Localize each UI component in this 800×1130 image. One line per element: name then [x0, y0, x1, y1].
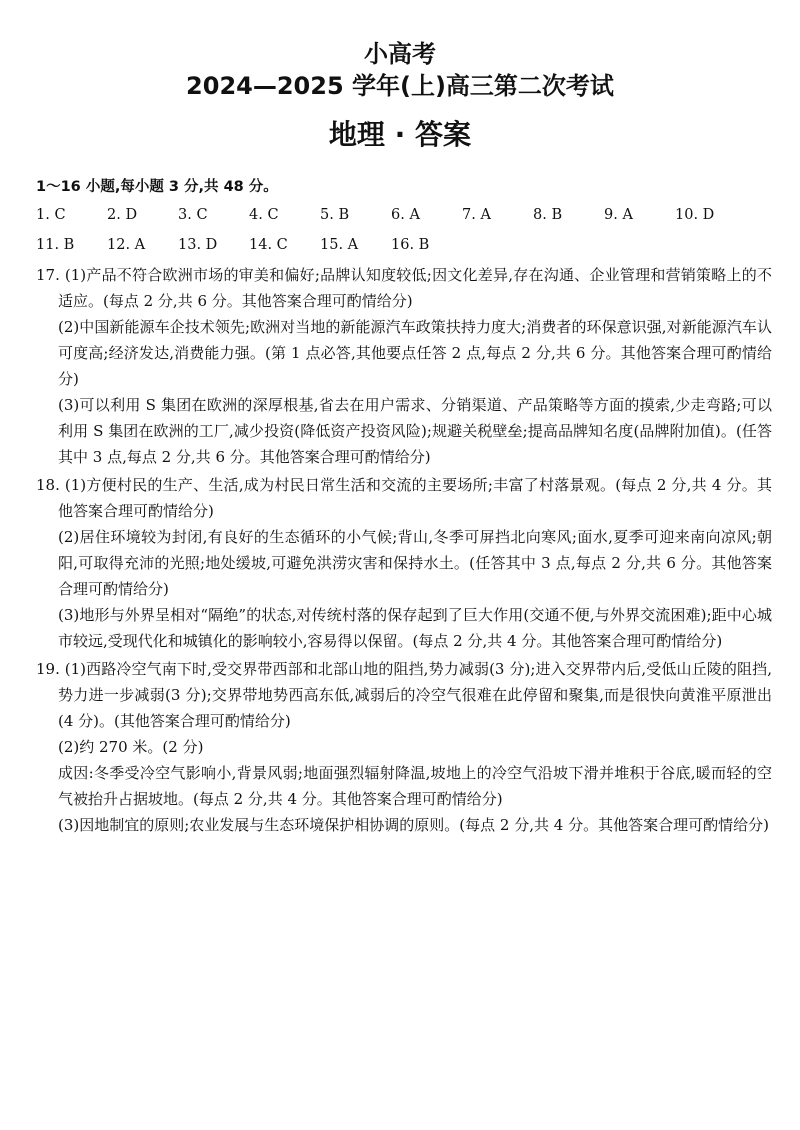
q17-part-3: (3)可以利用 S 集团在欧洲的深厚根基,省去在用户需求、分销渠道、产品策略等方面的摸索,少走弯路;可以利用 S 集团在欧洲的工厂,减少投资(降低资产投资风险);规避关税壁垒;提高品牌知名度(品牌附加值)。(任答其中 3 点,每点 2 分,共 6 分。其他答案合理可酌情给分) — [58, 396, 772, 466]
choice-answer: 15. A — [320, 237, 359, 253]
organization-title: 小高考 — [364, 40, 436, 68]
choice-answers-row-2 — [36, 230, 772, 260]
q19-part-3: (3)因地制宜的原则;农业发展与生态环境保护相协调的原则。(每点 2 分,共 4 分。其他答案合理可酌情给分) — [58, 816, 769, 834]
question-17 — [36, 262, 772, 470]
q19-part-2-cause: 成因:冬季受冷空气影响小,背景风弱;地面强烈辐射降温,坡地上的冷空气沿坡下滑并堆积于谷底,暖而轻的空气被抬升占据坡地。(每点 2 分,共 4 分。其他答案合理可酌情给分) — [58, 764, 772, 808]
q18-part-1: 18. (1)方便村民的生产、生活,成为村民日常生活和交流的主要场所;丰富了村落景观。(每点 2 分,共 4 分。其他答案合理可酌情给分) — [36, 476, 772, 520]
choice-answer: 1. C — [36, 207, 66, 223]
choice-answer: 3. C — [178, 207, 208, 223]
choice-answer: 13. D — [178, 237, 218, 253]
choice-answer: 5. B — [320, 207, 350, 223]
q19-part-2: (2)约 270 米。(2 分) — [58, 738, 204, 756]
choice-answer: 11. B — [36, 237, 75, 253]
choice-answer: 8. B — [533, 207, 563, 223]
choice-answer: 9. A — [604, 207, 633, 223]
q17-part-2: (2)中国新能源车企技术领先;欧洲对当地的新能源汽车政策扶持力度大;消费者的环保意识强,对新能源汽车认可度高;经济发达,消费能力强。(第 1 点必答,其他要点任答 2 点,每点 2 分,共 6 分。其他答案合理可酌情给分) — [58, 318, 772, 388]
choice-answers-row-1 — [36, 200, 772, 230]
q18-part-2: (2)居住环境较为封闭,有良好的生态循环的小气候;背山,冬季可屏挡北向寒风;面水,夏季可迎来南向凉风;朝阳,可取得充沛的光照;地处缓坡,可避免洪涝灾害和保持水土。(任答其中 3 点,每点 2 分,共 6 分。其他答案合理可酌情给分) — [58, 528, 772, 598]
question-18 — [36, 472, 772, 654]
exam-title: 2024—2025 学年(上)高三第二次考试 — [186, 72, 614, 100]
choice-answer: 6. A — [391, 207, 420, 223]
choice-answer: 10. D — [675, 207, 715, 223]
q18-part-3: (3)地形与外界呈相对“隔绝”的状态,对传统村落的保存起到了巨大作用(交通不便,与外界交流困难);距中心城市较远,受现代化和城镇化的影响较小,容易得以保留。(每点 2 分,共 4 分。其他答案合理可酌情给分) — [58, 606, 772, 650]
subject-title: 地理 · 答案 — [328, 118, 472, 151]
choice-answer: 14. C — [249, 237, 288, 253]
choice-answer: 4. C — [249, 207, 279, 223]
choice-answer: 7. A — [462, 207, 491, 223]
answer-content — [36, 174, 772, 838]
multiple-choice-instructions: 1～16 小题,每小题 3 分,共 48 分。 — [36, 179, 278, 195]
choice-answer: 12. A — [107, 237, 146, 253]
q19-part-1: 19. (1)西路冷空气南下时,受交界带西部和北部山地的阻挡,势力减弱(3 分);进入交界带内后,受低山丘陵的阻挡,势力进一步减弱(3 分);交界带地势西高东低,减弱后的冷空气很难在此停留和聚集,而是很快向黄淮平原泄出(4 分)。(其他答案合理可酌情给分) — [36, 660, 772, 730]
question-19 — [36, 656, 772, 838]
choice-answer: 16. B — [391, 237, 430, 253]
choice-answer: 2. D — [107, 207, 138, 223]
q17-part-1: 17. (1)产品不符合欧洲市场的审美和偏好;品牌认知度较低;因文化差异,存在沟通、企业管理和营销策略上的不适应。(每点 2 分,共 6 分。其他答案合理可酌情给分) — [36, 266, 772, 310]
